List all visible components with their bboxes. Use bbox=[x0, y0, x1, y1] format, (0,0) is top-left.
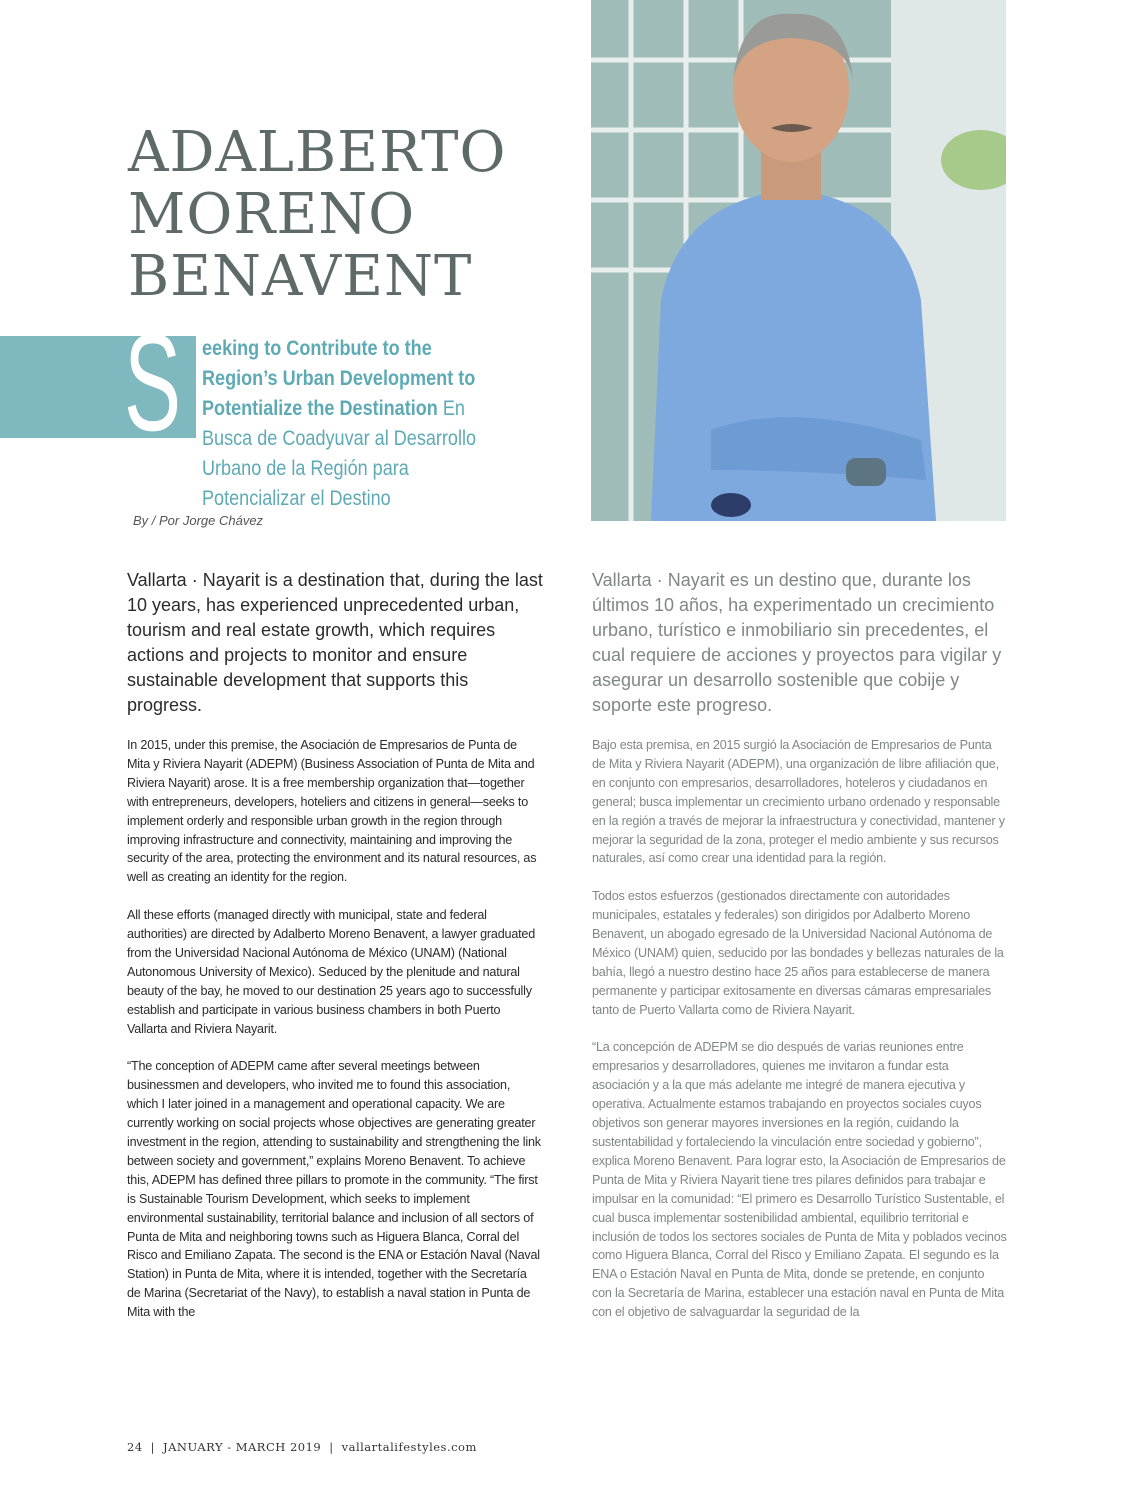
byline: By / Por Jorge Chávez bbox=[133, 513, 264, 528]
portrait-photo bbox=[591, 0, 1006, 521]
page-number: 24 bbox=[127, 1440, 143, 1454]
article-title bbox=[128, 122, 568, 308]
spanish-paragraph-3: “La concepción de ADEPM se dio después de varias reuniones entre empresarios y desarrolladores, quienes me invitaron a fundar esta asociación y a la que más adelante me integré de manera ejecutiva y operativa. Actualmente estamos trabajando en proyectos sociales cuyos objetivos son generar mayores inversiones en la región, cuidando la sustentabilidad y fortaleciendo la vinculación entre sociedad y gobierno”, explica Moreno Benavent. Para lograr esto, la Asociación de Empresarios de Punta de Mita y Riviera Nayarit tiene tres pilares definidos para trabajar e impulsar en la comunidad: “El primero es Desarrollo Turístico Sustentable, el cual busca implementar sostenibilidad ambiental, equilibrio territorial e inclusión de todos los sectores sociales de Punta de Mita y poblados vecinos como Higuera Blanca, Corral del Risco y Emiliano Zapata. El segundo es la ENA o Estación Naval en Punta de Mita, donde se pretende, en conjunto con la Secretaría de Marina, establecer una estación naval en Punta de Mita con el objetivo de salvaguardar la seguridad de la bbox=[592, 1040, 1007, 1320]
spanish-paragraph-2: Todos estos esfuerzos (gestionados directamente con autoridades municipales, estatales y federales) son dirigidos por Adalberto Moreno Benavent, un abogado egresado de la Universidad Nacional Autónoma de México (UNAM) quien, seducido por las bondades y bellezas naturales de la bahía, llegó a nuestro destino hace 25 años para establecerse de manera permanente y participar exitosamente en diversas cámaras empresariales tanto de Puerto Vallarta como de Riviera Nayarit. bbox=[592, 889, 1004, 1017]
issue-date: JANUARY - MARCH 2019 bbox=[163, 1440, 322, 1454]
body-column-english bbox=[127, 736, 542, 1341]
title-line-1: ADALBERTO bbox=[128, 120, 507, 185]
drop-cap: S bbox=[124, 306, 182, 460]
title-line-2: MORENO bbox=[128, 182, 416, 247]
page-footer: 24 | JANUARY - MARCH 2019 | vallartalifestyles.com bbox=[127, 1440, 477, 1454]
english-paragraph-1: In 2015, under this premise, the Asociación de Empresarios de Punta de Mita y Riviera Nayarit (ADEPM) (Business Association of Punta de Mita and Riviera Nayarit) arose. It is a free membership organization that—together with entrepreneurs, developers, hoteliers and citizens in general—seeks to implement orderly and responsible urban growth in the region through improving infrastructure and connectivity, maintaining and improving the security of the area, protecting the environment and its natural resources, as well as creating an identity for the region. bbox=[127, 738, 537, 885]
title-line-3: BENAVENT bbox=[128, 244, 473, 309]
lead-paragraph-english: Vallarta · Nayarit is a destination that, during the last 10 years, has experienced unprecedented urban, tourism and real estate growth, which requires actions and projects to monitor and ensure sustainable development that supports this progress. bbox=[127, 570, 543, 715]
lead-paragraph-spanish: Vallarta · Nayarit es un destino que, durante los últimos 10 años, ha experimentado un crecimiento urbano, turístico e inmobiliario sin precedentes, el cual requiere de acciones y proyectos para vigilar y asegurar un desarrollo sostenible que cobije y soporte este progreso. bbox=[592, 570, 1002, 715]
article-subtitle bbox=[202, 334, 494, 514]
body-column-spanish bbox=[592, 736, 1007, 1341]
subtitle-english: eeking to Contribute to the Region’s Urban Development to Potentialize the Destination bbox=[202, 337, 476, 420]
spanish-paragraph-1: Bajo esta premisa, en 2015 surgió la Asociación de Empresarios de Punta de Mita y Riviera Nayarit (ADEPM), una organización de libre afiliación que, en conjunto con empresarios, desarrolladores, hoteleros y ciudadanos en general; busca implementar un crecimiento urbano ordenado y responsable en la región a través de mejorar la infraestructura y conectividad, mantener y mejorar la seguridad de la zona, proteger el medio ambiente y sus recursos naturales, así como crear una identidad para la región. bbox=[592, 738, 1005, 866]
english-paragraph-3: “The conception of ADEPM came after several meetings between businessmen and developers, who invited me to found this association, which I later joined in a management and operational capacity. We are currently working on social projects whose objectives are generating greater investment in the region, attending to sustainability and strengthening the link between society and government,” explains Moreno Benavent. To achieve this, ADEPM has defined three pillars to promote in the community. “The first is Sustainable Tourism Development, which seeks to implement environmental sustainability, territorial balance and inclusion of all sectors of Punta de Mita and neighboring towns such as Higuera Blanca, Corral del Risco and Emiliano Zapata. The second is the ENA or Estación Naval (Naval Station) in Punta de Mita, where it is intended, together with the Secretaría de Marina (Secretariat of the Navy), to establish a naval station in Punta de Mita with the bbox=[127, 1059, 541, 1320]
website-link[interactable]: vallartalifestyles.com bbox=[341, 1440, 477, 1454]
subtitle-spanish: En Busca de Coadyuvar al Desarrollo Urbano de la Región para Potencializar el Destino bbox=[202, 397, 477, 510]
english-paragraph-2: All these efforts (managed directly with municipal, state and federal authorities) are directed by Adalberto Moreno Benavent, a lawyer graduated from the Universidad Nacional Autónoma de México (UNAM) (National Autonomous University of Mexico). Seduced by the plenitude and natural beauty of the bay, he moved to our destination 25 years ago to successfully establish and participate in various business chambers in both Puerto Vallarta and Riviera Nayarit. bbox=[127, 908, 536, 1036]
